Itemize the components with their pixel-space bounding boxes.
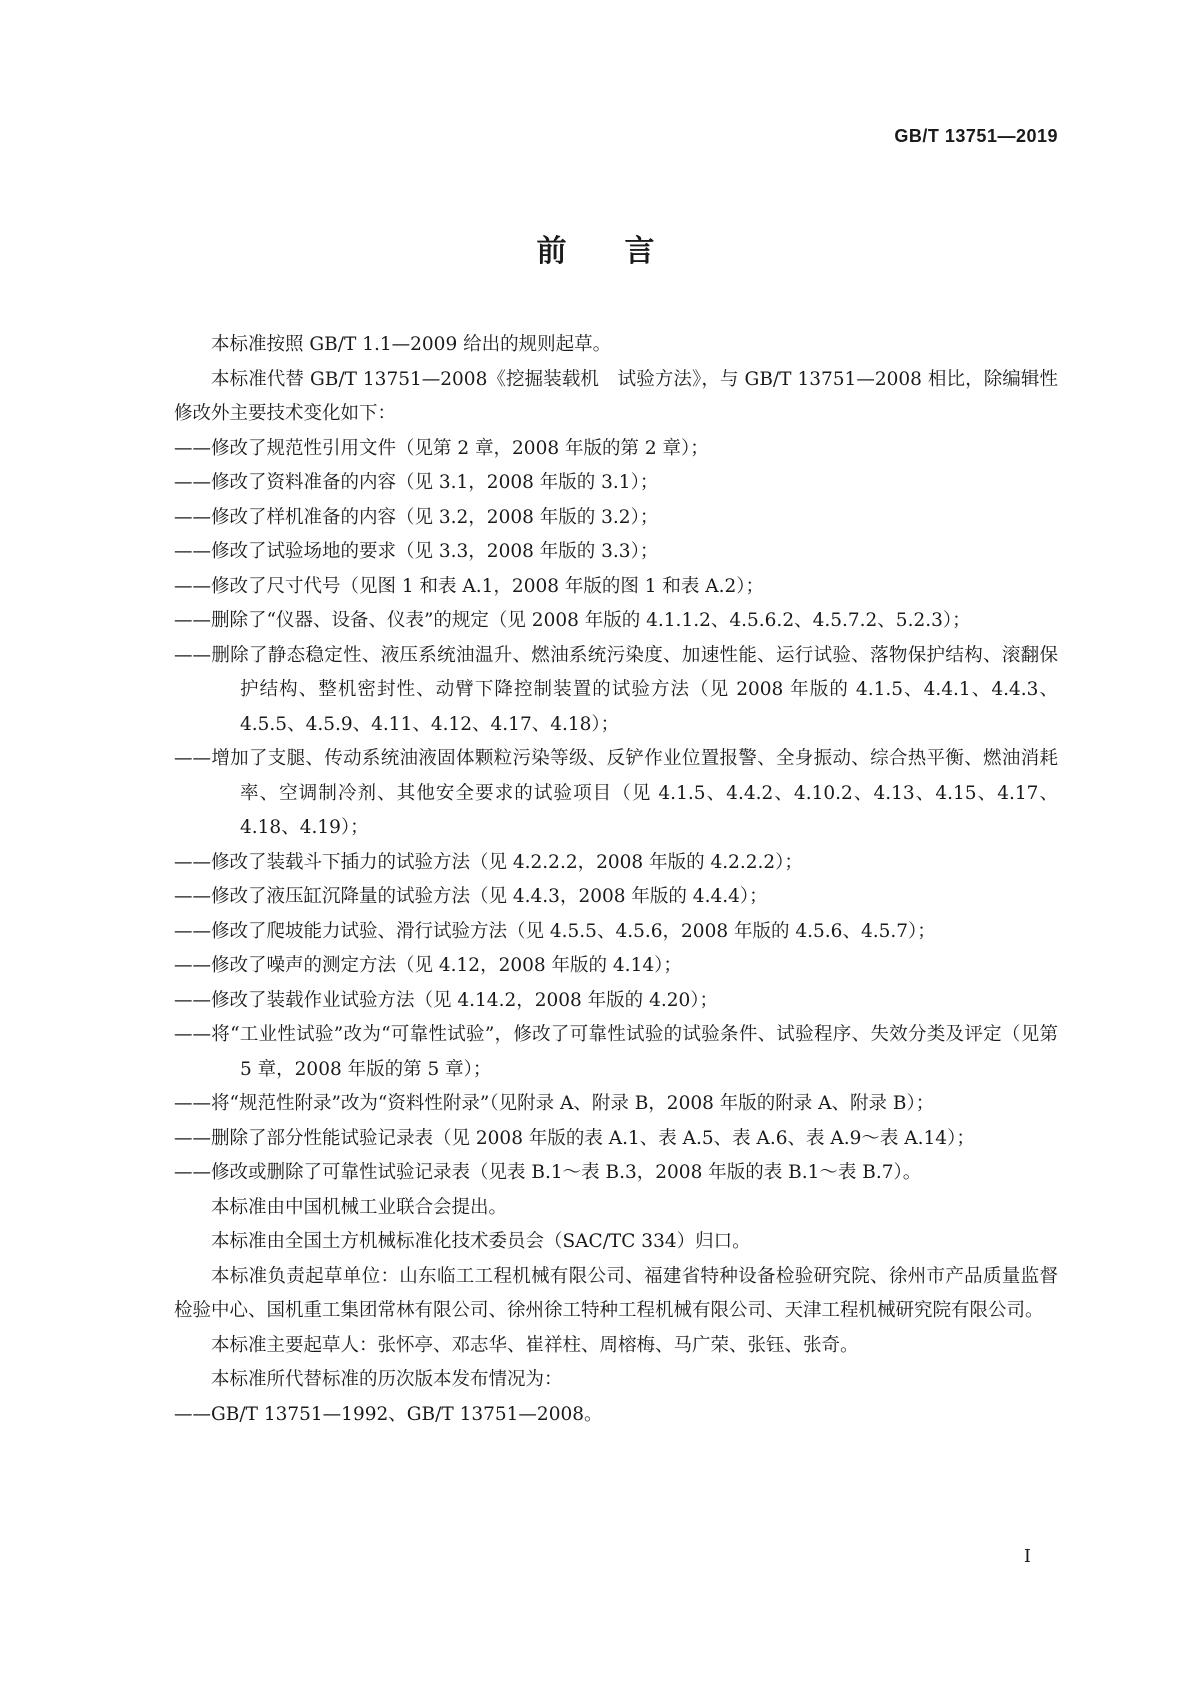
- paragraph-replaces: 本标准代替 GB/T 13751—2008《挖掘装载机 试验方法》，与 GB/T 13751—2008 相比，除编辑性修改外主要技术变化如下：: [174, 368, 1058, 424]
- page-title: 前言: [536, 234, 713, 269]
- change-item: ——将“规范性附录”改为“资料性附录”（见附录 A、附录 B，2008 年版的附录 A、附录 B）；: [174, 1093, 935, 1114]
- change-item: ——修改了装载作业试验方法（见 4.14.2，2008 年版的 4.20）；: [174, 989, 719, 1011]
- change-item: ——修改了装载斗下插力的试验方法（见 4.2.2.2，2008 年版的 4.2.2.2）；: [174, 851, 803, 873]
- change-item: ——修改了资料准备的内容（见 3.1，2008 年版的 3.1）；: [174, 472, 659, 493]
- change-item: ——修改了规范性引用文件（见第 2 章，2008 年版的第 2 章）；: [174, 437, 709, 459]
- history-item: ——GB/T 13751—1992、GB/T 13751—2008。: [174, 1403, 603, 1425]
- change-item: ——修改了试验场地的要求（见 3.3，2008 年版的 3.3）；: [174, 541, 659, 562]
- change-item: ——删除了部分性能试验记录表（见 2008 年版的表 A.1、表 A.5、表 A.6、表 A.9～表 A.14）；: [174, 1127, 975, 1149]
- paragraph-committee: 本标准由全国土方机械标准化技术委员会（SAC/TC 334）归口。: [211, 1231, 751, 1252]
- change-item: ——修改或删除了可靠性试验记录表（见表 B.1～表 B.3，2008 年版的表 B.1～表 B.7）。: [174, 1162, 922, 1183]
- paragraph-proposer: 本标准由中国机械工业联合会提出。: [211, 1196, 508, 1218]
- change-item: ——修改了液压缸沉降量的试验方法（见 4.4.3，2008 年版的 4.4.4）；: [174, 886, 768, 907]
- standard-code: GB/T 13751—2019: [894, 126, 1058, 146]
- page-number: I: [1023, 1546, 1031, 1567]
- paragraph-drafting-units: 本标准负责起草单位：山东临工工程机械有限公司、福建省特种设备检验研究院、徐州市产品质量监督检验中心、国机重工集团常林有限公司、徐州徐工特种工程机械有限公司、天津工程机械研究院有限公司。: [174, 1265, 1058, 1321]
- change-item: ——增加了支腿、传动系统油液固体颗粒污染等级、反铲作业位置报警、全身振动、综合热平衡、燃油消耗率、空调制冷剂、其他安全要求的试验项目（见 4.1.5、4.4.2、4.10.2、4.13、4.15、4.17、4.18、4.19）；: [174, 748, 1058, 838]
- change-item: ——修改了噪声的测定方法（见 4.12，2008 年版的 4.14）；: [174, 955, 682, 976]
- paragraph-history: 本标准所代替标准的历次版本发布情况为：: [211, 1369, 563, 1390]
- foreword-body: [174, 328, 1058, 1432]
- change-item: ——修改了样机准备的内容（见 3.2，2008 年版的 3.2）；: [174, 506, 659, 528]
- change-item: ——删除了“仪器、设备、仪表”的规定（见 2008 年版的 4.1.1.2、4.5.6.2、4.5.7.2、5.2.3）；: [174, 610, 971, 631]
- change-item: ——修改了尺寸代号（见图 1 和表 A.1，2008 年版的图 1 和表 A.2）；: [174, 575, 765, 597]
- change-item: ——将“工业性试验”改为“可靠性试验”，修改了可靠性试验的试验条件、试验程序、失效分类及评定（见第 5 章，2008 年版的第 5 章）；: [174, 1024, 1058, 1080]
- change-item: ——删除了静态稳定性、液压系统油温升、燃油系统污染度、加速性能、运行试验、落物保护结构、滚翻保护结构、整机密封性、动臂下降控制装置的试验方法（见 2008 年版的 4.1.5、4.4.1、4.4.3、4.5.5、4.5.9、4.11、4.12、4.17、4.18）；: [174, 644, 1058, 735]
- change-item: ——修改了爬坡能力试验、滑行试验方法（见 4.5.5、4.5.6，2008 年版的 4.5.6、4.5.7）；: [174, 920, 936, 942]
- paragraph-drafting-rules: 本标准按照 GB/T 1.1—2009 给出的规则起草。: [211, 334, 612, 355]
- paragraph-drafters: 本标准主要起草人：张怀亭、邓志华、崔祥柱、周榕梅、马广荣、张钰、张奇。: [211, 1334, 859, 1356]
